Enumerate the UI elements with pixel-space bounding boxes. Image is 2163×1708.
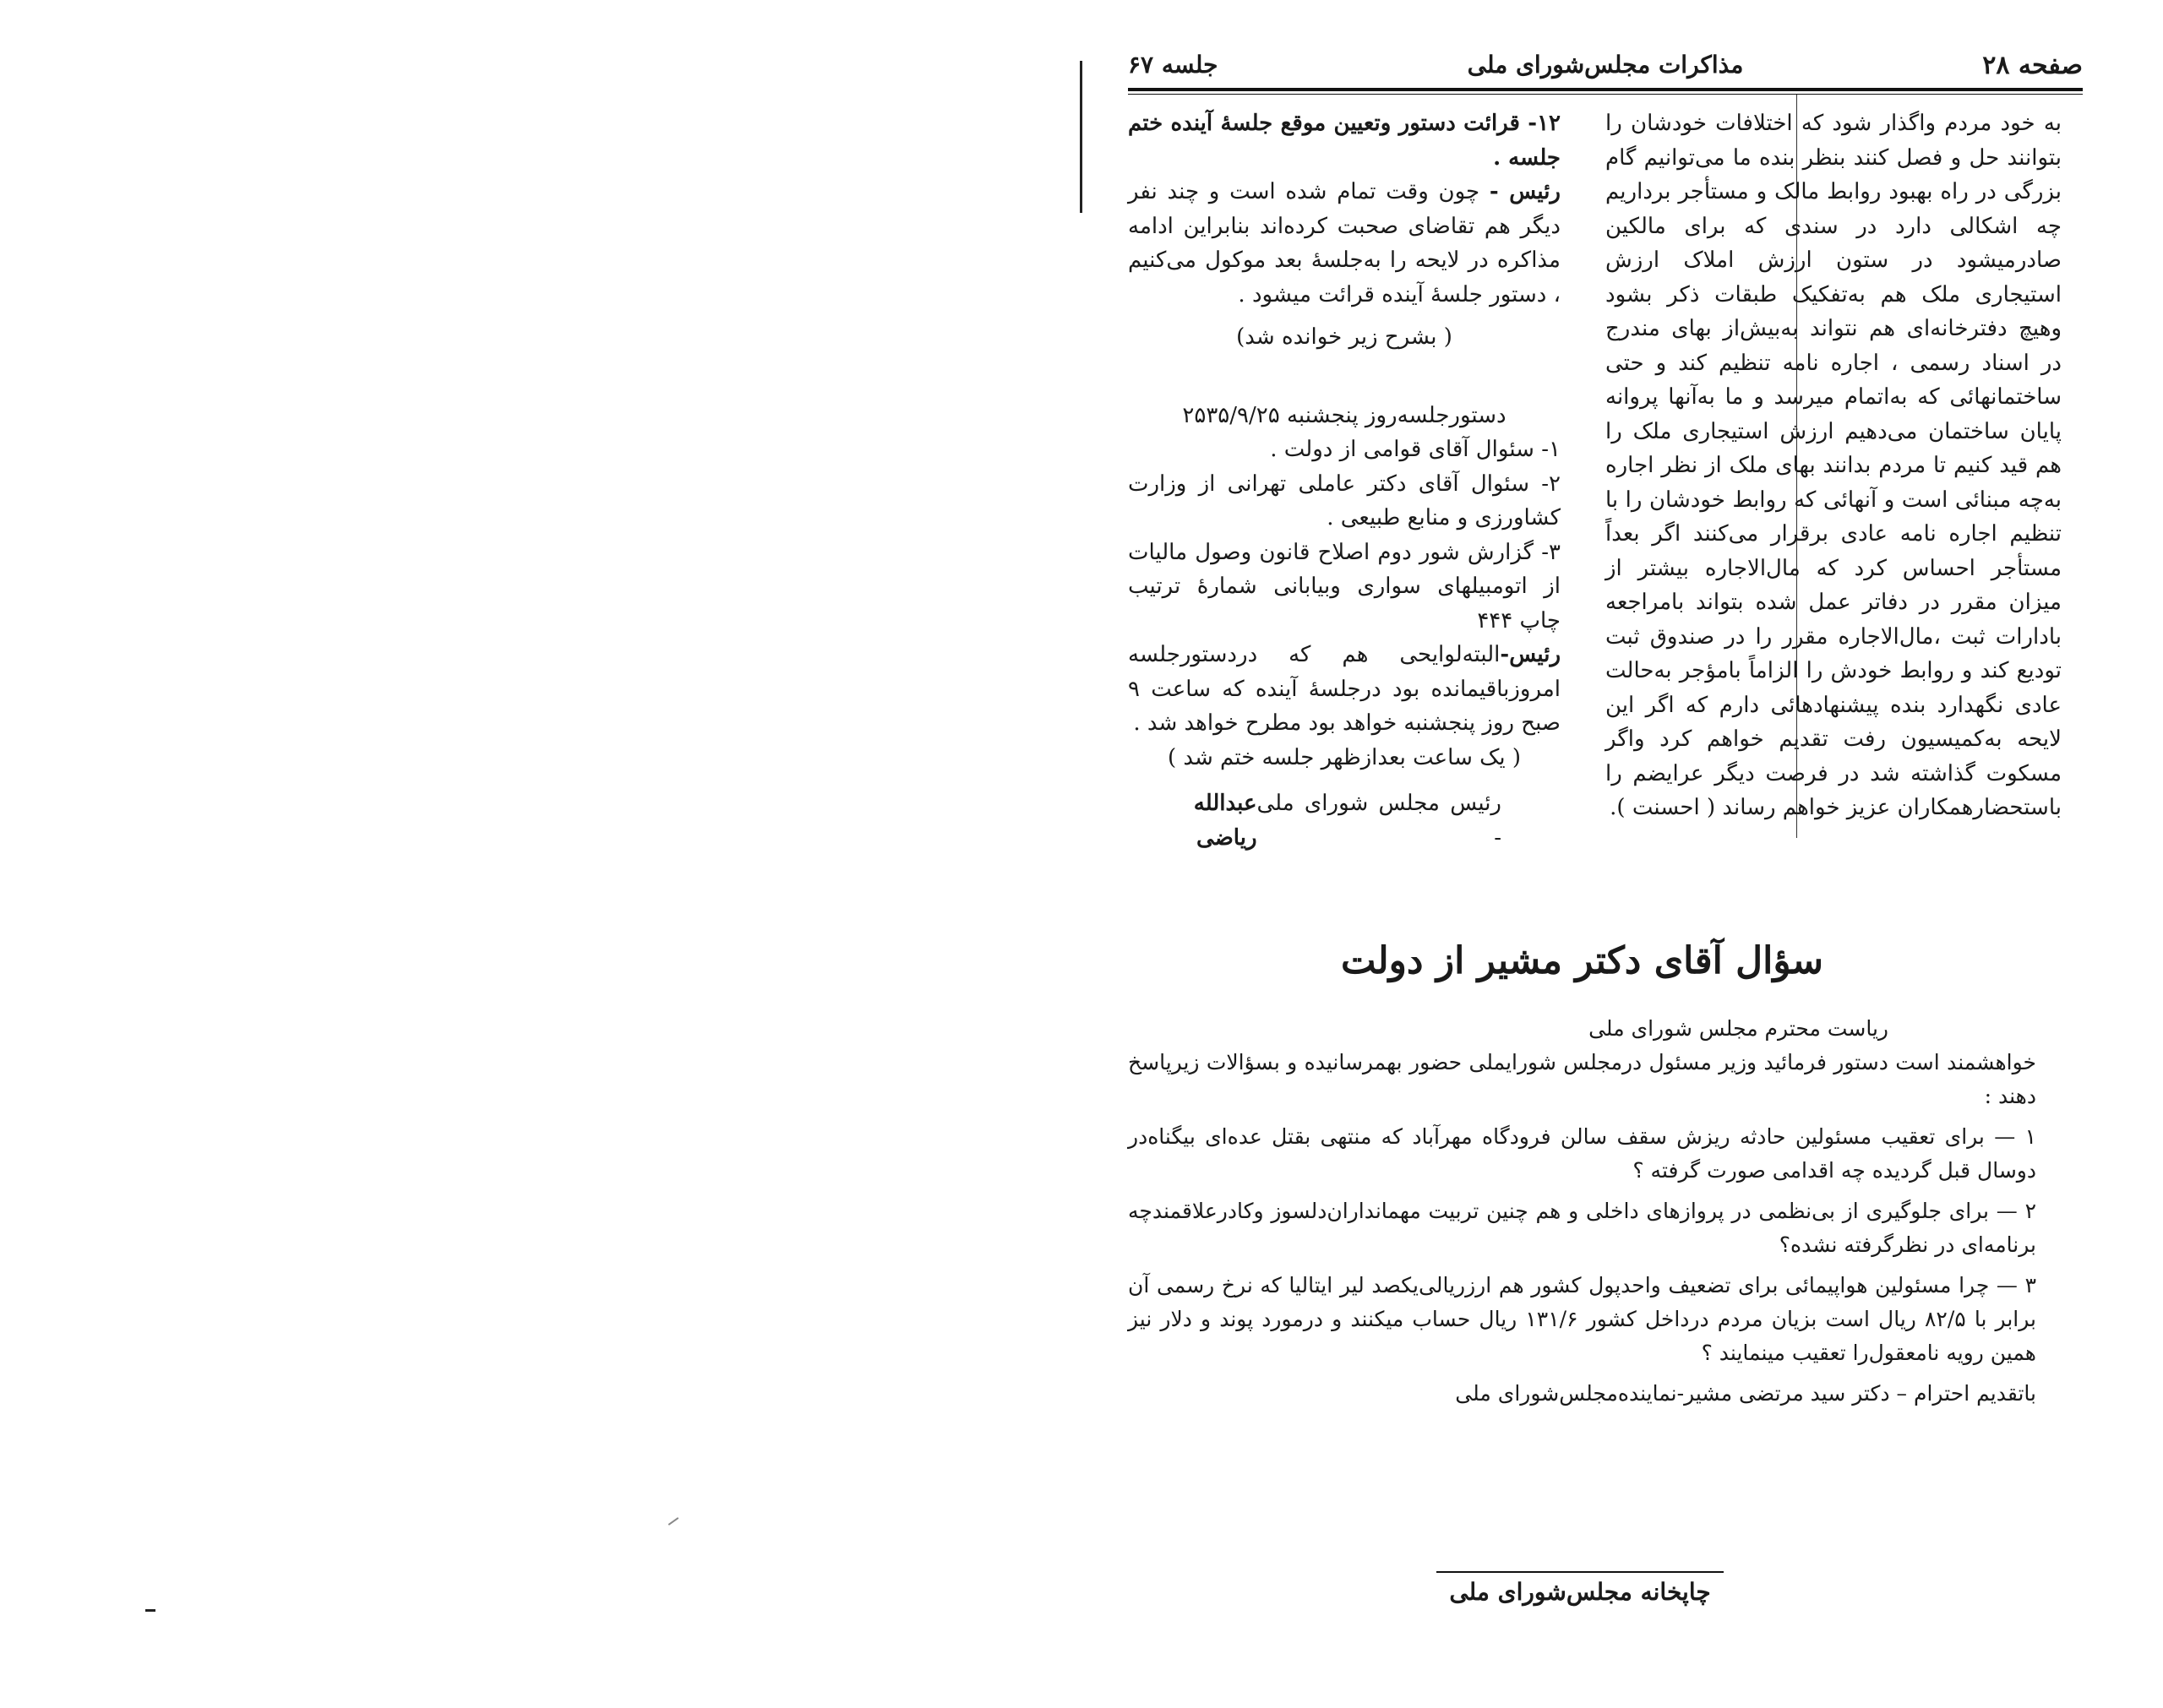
agenda-heading: دستورجلسه‌روز پنجشنبه ۲۵۳۵/۹/۲۵ [1182,402,1506,428]
signature-line [1128,786,1561,855]
header-rule [1128,88,2083,95]
session-number: جلسه ۶۷ [1128,51,1218,79]
question-title: سؤال آقای دکتر مشیر از دولت [1341,939,1823,982]
signature-role: رئیس مجلس شورای ملی - [1256,791,1501,851]
session-end-note: ( یک ساعت بعدازظهر جلسه ختم شد ) [1167,744,1522,770]
speech-paragraph: به خود مردم واگذار شود که اختلافات خودشان را بتوانند حل و فصل کنند بنظر بنده ما می‌توانیم گام بزرگی در راه بهبود روابط مالک و مستأجر برداریم چه اشکالی دارد در سندی که برای مالکین صادرمیشود در ستون ارزش املاک ارزش استیجاری ملک هم به‌تفکیک طبقات ذکر بشود وهیچ دفترخانه‌ای هم نتواند به‌بیش‌از بهای مندرج در اسناد رسمی ، اجاره نامه تنظیم کند و حتی ساختمانهائی که به‌اتمام میرسد و ما به‌آنها پروانه پایان ساختمان می‌دهیم ارزش استیجاری ملک را هم قید کنیم تا مردم بدانند بهای ملک از نظر اجاره به‌چه مبنائی است و آنهائی که روابط خودشان را با تنظیم اجاره نامه عادی برقرار می‌کنند اگر بعداً مستأجر احساس کرد که مال‌الاجاره بیشتر از میزان مقرر در دفاتر عمل شده بتواند بامراجعه بادارات ثبت ،مال‌الاجاره مقرر را در صندوق ثبت تودیع کند و روابط خودش را الزاماً بامؤجر به‌حالت عادی نگهدارد بنده پیشنهادهائی دارم که اگر این لایحه به‌کمیسیون رفت تقدیم خواهم کرد واگر مسکوت گذاشته شد در فرصت دیگر عرایضم را باستحضارهمکاران عزیز خواهم رساند ( احسنت ). [1605,111,2062,820]
president-remark-1 [1128,175,1561,312]
page-header [1128,51,2083,88]
footer-rule [1436,1571,1724,1573]
remark-text: البته‌لوایحی هم که دردستورجلسه امروزباقیمانده بود درجلسهٔ آینده که ساعت ۹ صبح روز پنجشنبه خواهد بود مطرح خواهد شد . [1128,642,1561,736]
read-note: ( بشرح زیر خوانده شد) [1236,324,1452,350]
printer-footer: چاپخانه مجلس‌شورای ملی [1449,1578,1711,1606]
agenda-item: ۱- سئوال آقای قوامی از دولت . [1270,437,1561,462]
page-number: صفحه ۲۸ [1982,51,2083,80]
remark-text: چون وقت تمام شده است و چند نفر دیگر هم تقاضای صحبت کرده‌اند بنابراین ادامه مذاکره در لایحه را به‌جلسهٔ بعد موکول می‌کنیم ، دستور جلسهٔ آینده قرائت میشود . [1128,179,1561,307]
question-body [1128,1012,2036,1411]
question-item: ۳ — چرا مسئولین هواپیمائی برای تضعیف واحدپول کشور هم ارزریالی‌یکصد لیر ایتالیا که نرخ رسمی آن برابر با ۸۲/۵ ریال است بزیان مردم درداخل کشور ۱۳۱/۶ ریال حساب میکنند و درمورد پوند و دلار نیز همین رویه نامعقول‌را تعقیب مینمایند ؟ [1128,1273,2036,1365]
question-intro: خواهشمند است دستور فرمائید وزیر مسئول درمجلس شورایملی حضور بهمرسانیده و بسؤالات زیرپاسخ دهند : [1128,1050,2036,1108]
running-title: مذاکرات مجلس‌شورای ملی [1467,51,1744,79]
question-address: ریاست محترم مجلس شورای ملی [1588,1016,1888,1041]
question-item: ۱ — برای تعقیب مسئولین حادثه ریزش سقف سالن فرودگاه مهرآباد که منتهی بقتل عده‌ای بیگناه‌در دوسال قبل گردیده چه اقدامی صورت گرفته ؟ [1128,1124,2036,1183]
signature-name: عبدالله ریاضی [1193,791,1257,851]
scan-margin-line [1080,61,1082,213]
scan-margin-tick [145,1609,155,1612]
speaker-label: رئیس- [1500,642,1561,667]
left-column [1128,106,1561,855]
president-remark-2 [1128,638,1561,741]
speaker-label: رئیس - [1489,179,1561,204]
agenda-item: ۲- سئوال آقای دکتر عاملی تهرانی از وزارت کشاورزی و منابع طبیعی . [1128,471,1561,530]
question-closing: باتقدیم احترام – دکتر سید مرتضی مشیر-نماینده‌مجلس‌شورای ملی [1455,1381,2036,1406]
right-column [1605,106,2062,825]
scan-speck [668,1517,679,1526]
agenda-item: ۳- گزارش شور دوم اصلاح قانون وصول مالیات از اتومبیلهای سواری وبیابانی شمارهٔ ترتیب چاپ ۴۴۴ [1128,539,1561,634]
question-item: ۲ — برای جلوگیری از بی‌نظمی در پروازهای داخلی و هم چنین تربیت مهمانداران‌دلسوز وکادرعلاقمندچه برنامه‌ای در نظرگرفته نشده؟ [1128,1199,2036,1257]
agenda-item-12-title: ۱۲- قرائت دستور وتعیین موقع جلسهٔ آینده ختم جلسه . [1128,111,1561,171]
spacer [1128,355,1561,399]
